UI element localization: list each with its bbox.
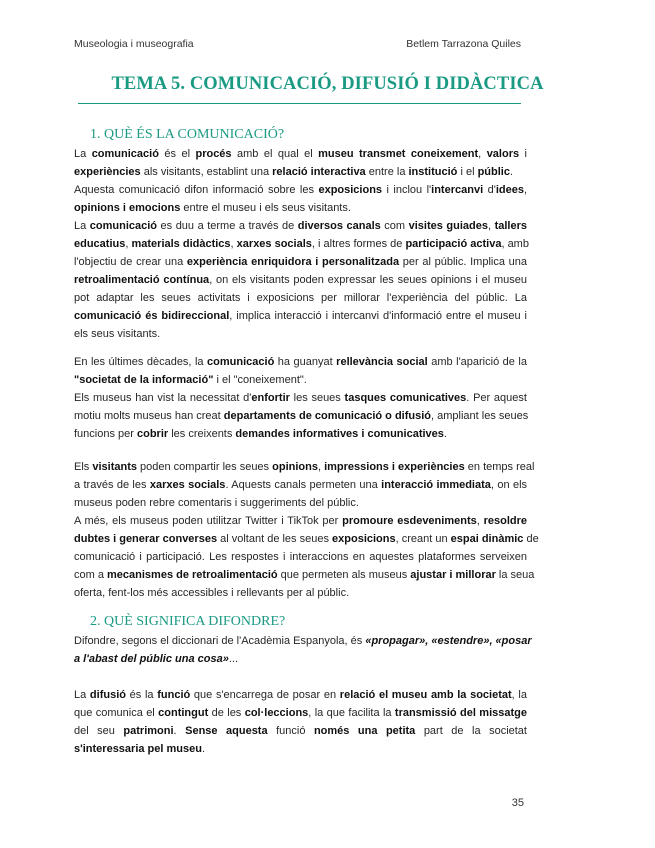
text-run: A més, els museus poden utilitzar Twitter i TikTok per	[74, 515, 343, 527]
bold-term: dubtes i generar converses	[74, 533, 218, 545]
text-run: al voltant de les seues	[217, 533, 333, 545]
text-run: ...	[228, 653, 239, 665]
bold-term: contingut	[158, 707, 209, 719]
text-run: La	[74, 220, 90, 232]
text-line	[74, 181, 527, 199]
bold-term: educatius	[74, 238, 126, 250]
text-run: del seu	[74, 725, 124, 737]
text-run: , i altres formes de	[311, 238, 406, 250]
text-run: de	[523, 533, 539, 545]
bold-term: opinions i emocions	[74, 202, 181, 214]
text-run: Difondre, segons el diccionari de l'Acadèmia Espanyola, és	[74, 635, 366, 647]
text-run: part de la societat	[415, 725, 527, 737]
bold-term: ajustar i millorar	[410, 569, 496, 581]
text-run: que s'encarrega de posar en	[190, 689, 340, 701]
text-line	[74, 199, 527, 217]
text-run: , la que facilita la	[308, 707, 395, 719]
text-run: Els museus han vist la necessitat d'	[74, 392, 252, 404]
bold-term: enfortir	[251, 392, 290, 404]
text-run: ,	[230, 238, 237, 250]
paragraph-block-4	[74, 632, 532, 668]
text-run: La	[74, 689, 90, 701]
paragraph-block-3	[74, 458, 539, 602]
text-line	[74, 740, 527, 758]
text-run: ,	[487, 220, 495, 232]
text-run: motiu molts museus han creat	[74, 410, 224, 422]
text-line	[74, 476, 527, 494]
text-run: .	[443, 428, 447, 440]
text-line	[74, 632, 532, 650]
bold-term: s'interessaria pel museu	[74, 743, 202, 755]
bold-term: experiències	[74, 166, 141, 178]
text-run: poden compartir les seues	[136, 461, 273, 473]
title-underline	[78, 103, 521, 104]
bold-term: departaments de comunicació o difusió	[223, 410, 432, 422]
text-line	[74, 163, 527, 181]
bold-term: funció	[157, 689, 191, 701]
text-line	[74, 512, 527, 530]
text-run: , ampliant les seues	[431, 410, 529, 422]
bold-term: tallers	[494, 220, 527, 232]
bold-term: visitants	[92, 461, 137, 473]
text-run: ,	[478, 148, 487, 160]
bold-term: materials didàctics	[131, 238, 231, 250]
text-run: que comunica el	[74, 707, 159, 719]
text-run: pot adaptar les seues activitats i exposicions per millorar l'experiència del públic. La	[74, 292, 527, 304]
bold-term: comunicació	[89, 220, 158, 232]
text-run: d'	[483, 184, 496, 196]
text-run: que permeten als museus	[277, 569, 411, 581]
bold-term: procés	[195, 148, 232, 160]
bold-term: institució	[408, 166, 458, 178]
bold-term: relació el museu amb la societat	[339, 689, 512, 701]
text-run: ,	[317, 461, 325, 473]
bold-term: idees	[495, 184, 524, 196]
bold-term: "societat de la informació"	[74, 374, 214, 386]
text-run: , la	[511, 689, 527, 701]
text-run: oferta, fent-los més accessibles i rellevants per al públic.	[74, 587, 350, 599]
bold-term: demandes informatives i comunicatives	[235, 428, 444, 440]
quoted-definition: a l'abast del públic una cosa»	[74, 653, 229, 665]
quoted-definition: «propagar», «estendre», «posar	[365, 635, 532, 647]
text-run: i el	[457, 166, 478, 178]
text-run: , on els visitants poden expressar les seues opinions i el museu	[209, 274, 527, 286]
text-line	[74, 353, 527, 371]
text-run: , creant un	[395, 533, 451, 545]
bold-term: cobrir	[136, 428, 169, 440]
text-run: , amb	[501, 238, 529, 250]
text-run: , implica interacció i intercanvi d'informació entre el museu i	[229, 310, 527, 322]
text-run: les creixents	[168, 428, 236, 440]
text-run: als visitants, establint una	[140, 166, 273, 178]
page-number: 35	[511, 797, 524, 809]
text-line	[74, 253, 527, 271]
text-line	[74, 584, 527, 602]
bold-term: només una petita	[313, 725, 416, 737]
text-run: Aquesta comunicació difon informació sobre les	[74, 184, 319, 196]
text-run: ,	[476, 515, 484, 527]
text-run: amb el qual el	[231, 148, 319, 160]
text-run: En les últimes dècades, la	[74, 356, 208, 368]
text-run: en temps real	[464, 461, 535, 473]
bold-term: espai dinàmic	[450, 533, 524, 545]
text-line	[74, 325, 527, 343]
bold-term: públic	[477, 166, 510, 178]
bold-term: tasques comunicatives	[344, 392, 467, 404]
text-run: Els	[74, 461, 93, 473]
text-run: museus poden rebre comentaris i suggeriments del públic.	[74, 497, 359, 509]
bold-term: impressions i experiències	[324, 461, 465, 473]
bold-term: valors	[486, 148, 520, 160]
bold-term: comunicació	[91, 148, 159, 160]
text-run: . Per aquest	[466, 392, 527, 404]
text-run: .	[509, 166, 514, 178]
bold-term: comunicació és bidireccional	[74, 310, 230, 322]
paragraph-block-5	[74, 686, 527, 758]
bold-term: opinions	[272, 461, 318, 473]
text-line	[74, 217, 527, 235]
text-line	[74, 235, 527, 253]
text-run: i	[519, 148, 527, 160]
text-run: ha guanyat	[274, 356, 337, 368]
text-run: funcions per	[74, 428, 137, 440]
text-line	[74, 722, 527, 740]
bold-term: xarxes socials	[149, 479, 226, 491]
text-line	[74, 704, 527, 722]
text-line	[74, 548, 527, 566]
bold-term: comunicació	[207, 356, 275, 368]
bold-term: diversos canals	[297, 220, 381, 232]
text-run: .	[201, 743, 206, 755]
bold-term: interacció immediata	[381, 479, 491, 491]
text-run: , on els	[490, 479, 528, 491]
text-run: és la	[125, 689, 158, 701]
text-line	[74, 494, 527, 512]
text-run: funció	[267, 725, 314, 737]
text-run: com	[380, 220, 409, 232]
text-run: per al públic. Implica una	[399, 256, 527, 268]
text-line	[74, 566, 535, 584]
bold-term: patrimoni	[123, 725, 174, 737]
text-run: és el	[158, 148, 196, 160]
text-run: la seua	[495, 569, 535, 581]
bold-term: exposicions	[332, 533, 396, 545]
paragraph-block-2	[74, 353, 527, 443]
bold-term: participació activa	[405, 238, 502, 250]
text-run: comunicació i participació. Les respostes i interaccions en aquestes plataformes serveixen	[74, 551, 527, 563]
text-run: ,	[523, 184, 528, 196]
text-line	[74, 371, 527, 389]
text-run: i el "coneixement".	[213, 374, 307, 386]
text-run: amb l'aparició de la	[427, 356, 527, 368]
section-heading-2: 2. QUÈ SIGNIFICA DIFONDRE?	[90, 614, 286, 629]
bold-term: difusió	[89, 689, 126, 701]
bold-term: visites guiades	[408, 220, 488, 232]
text-run: com a	[74, 569, 108, 581]
text-run: entre el museu i els seus visitants.	[180, 202, 351, 214]
text-run: es duu a terme a través de	[157, 220, 298, 232]
chapter-title: TEMA 5. COMUNICACIÓ, DIFUSIÓ I DIDÀCTICA	[111, 74, 544, 94]
bold-term: retroalimentació contínua	[74, 274, 210, 286]
text-line	[74, 389, 527, 407]
text-run: . Aquests canals permeten una	[225, 479, 382, 491]
bold-term: promoure esdeveniments	[342, 515, 477, 527]
bold-term: transmissió del missatge	[394, 707, 527, 719]
text-run: l'objectiu de crear una	[74, 256, 187, 268]
text-line	[74, 686, 527, 704]
bold-term: museu transmet coneixement	[318, 148, 479, 160]
bold-term: Sense aquesta	[185, 725, 268, 737]
text-line	[74, 425, 527, 443]
text-run: de les	[208, 707, 245, 719]
text-line	[74, 307, 527, 325]
text-run: les seues	[289, 392, 345, 404]
text-line	[74, 650, 527, 668]
running-header-left: Museologia i museografia	[74, 38, 194, 50]
bold-term: rellevància social	[336, 356, 428, 368]
bold-term: col·leccions	[244, 707, 309, 719]
bold-term: relació interactiva	[272, 166, 366, 178]
text-line	[74, 530, 539, 548]
bold-term: intercanvi	[431, 184, 484, 196]
bold-term: mecanismes de retroalimentació	[107, 569, 278, 581]
bold-term: experiència enriquidora i personalitzada	[186, 256, 400, 268]
text-run: La	[74, 148, 92, 160]
bold-term: exposicions	[318, 184, 383, 196]
text-run: ,	[125, 238, 132, 250]
text-run: entre la	[365, 166, 409, 178]
text-line	[74, 289, 527, 307]
text-run: a través de les	[74, 479, 150, 491]
text-line	[74, 458, 535, 476]
text-run: i inclou l'	[382, 184, 432, 196]
bold-term: xarxes socials	[236, 238, 312, 250]
bold-term: resoldre	[483, 515, 527, 527]
text-line	[74, 407, 527, 425]
section-heading-1: 1. QUÈ ÉS LA COMUNICACIÓ?	[90, 127, 285, 142]
text-run: els seus visitants.	[74, 328, 161, 340]
text-line	[74, 145, 527, 163]
text-line	[74, 271, 527, 289]
running-header-right: Betlem Tarrazona Quiles	[406, 38, 521, 50]
text-run: .	[173, 725, 186, 737]
paragraph-block-1	[74, 145, 527, 343]
